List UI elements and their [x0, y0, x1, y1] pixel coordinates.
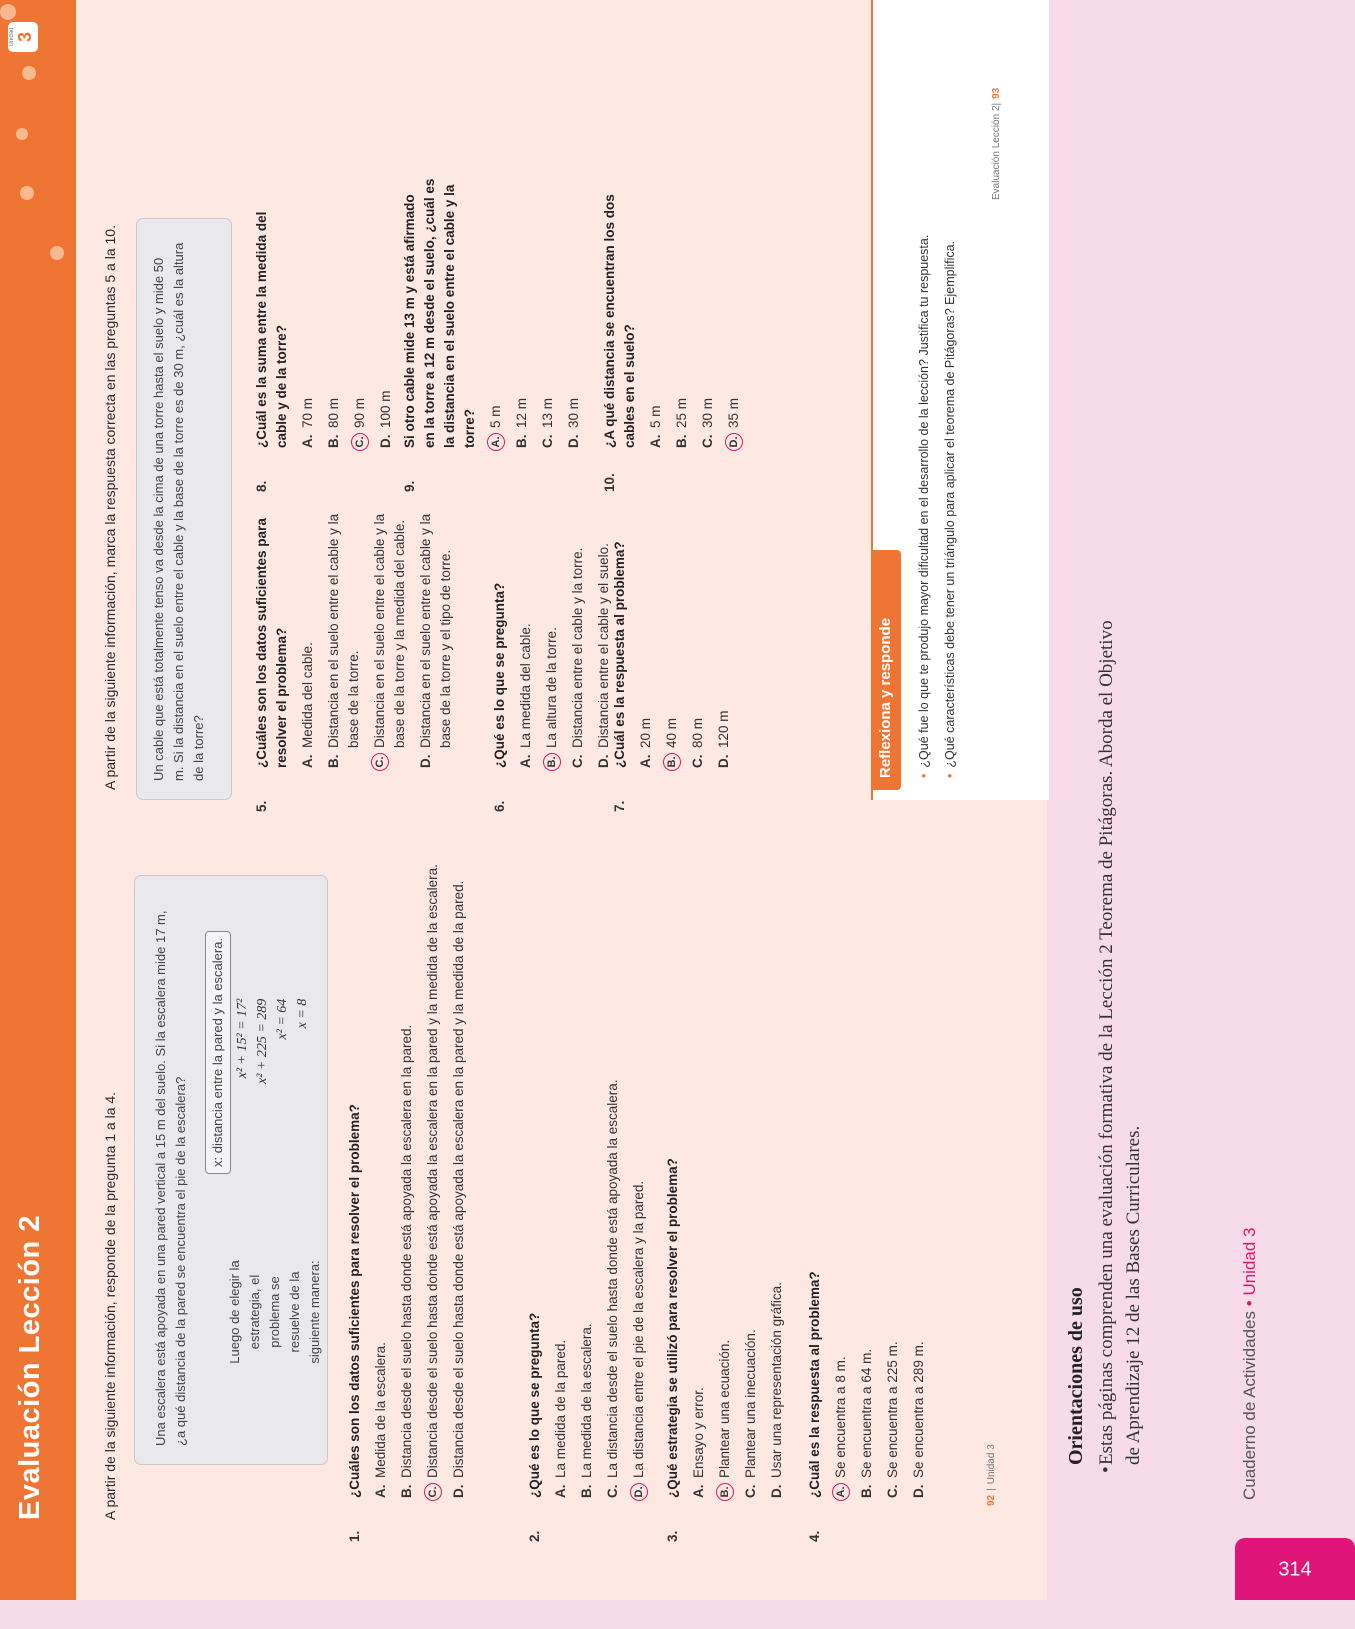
option-letter: D.	[911, 1484, 926, 1498]
question-text: ¿Qué es lo que se pregunta?	[492, 582, 507, 768]
equation-1: x² + 15² = 17²	[235, 998, 250, 1079]
option-text: 13 m	[540, 397, 555, 428]
question-text: ¿Qué estrategia se utilizó para resolver el problema?	[665, 1158, 680, 1498]
question-text: ¿Cuáles son los datos suficientes para resolver el problema?	[347, 1104, 362, 1498]
option-text: Distancia en el suelo entre el cable y la base de la torre y la medida del cable.	[372, 513, 407, 748]
option-text: Plantear una inecuación.	[743, 1329, 758, 1478]
option-text: 30 m	[566, 397, 581, 428]
option-text: La distancia entre el pie de la escalera y la pared.	[631, 1180, 646, 1478]
option-letter: B.	[399, 1484, 414, 1498]
option-text: Distancia entre el cable y el suelo.	[596, 543, 611, 748]
option-letter: D.	[451, 1484, 466, 1498]
instruction-5-10: A partir de la siguiente información, marca la respuesta correcta en las preguntas 5 a la 10.	[102, 225, 118, 790]
question-number: 8.	[254, 480, 269, 492]
option-letter: B.	[859, 1484, 874, 1498]
option-text: Se encuentra a 8 m.	[833, 1356, 848, 1478]
option-text: Plantear una ecuación.	[717, 1339, 732, 1478]
footer-book	[1240, 1227, 1260, 1500]
option-letter: C.	[743, 1484, 758, 1498]
option-letter: C.	[605, 1484, 620, 1498]
option-letter: D.	[716, 754, 731, 768]
option-letter: A.	[832, 1483, 850, 1501]
option-letter: A.	[300, 754, 315, 768]
option-letter: B.	[326, 434, 341, 448]
folio-92: 92|Unidad 3	[986, 1444, 997, 1506]
option-text: Distancia desde el suelo hasta donde está apoyada la escalera en la pared y la medida de la pared.	[451, 880, 466, 1478]
option-letter: C.	[424, 1483, 442, 1501]
option-text: La medida de la escalera.	[579, 1323, 594, 1478]
option-letter: D.	[630, 1483, 648, 1501]
reflection-title: Reflexiona y responde	[871, 550, 901, 790]
variable-definition: x: distancia entre la pared y la escalera.	[205, 931, 231, 1174]
option-letter: A.	[300, 434, 315, 448]
ladder-problem-text: Una escalera está apoyada en una pared vertical a 15 m del suelo. Si la escalera mide 17 m, ¿a qué distancia de la pared se encuentra el pie de la escalera?	[153, 910, 188, 1446]
option-text: Ensayo y error.	[691, 1387, 706, 1478]
option-text: 80 m	[690, 717, 705, 748]
folio-text: Evaluación Lección 2	[991, 105, 1002, 200]
option-text: 35 m	[726, 397, 741, 428]
question-text: ¿Cuál es la suma entre la medida del cable y de la torre?	[254, 211, 289, 448]
page-title: Evaluación Lección 2	[14, 1215, 46, 1520]
page-number: 314	[1278, 1558, 1312, 1580]
option-text: 70 m	[300, 397, 315, 428]
option-text: Medida del cable.	[300, 642, 315, 748]
footer-book-title: Cuaderno de Actividades	[1240, 1310, 1259, 1500]
option-letter: A.	[373, 1484, 388, 1498]
question-number: 10.	[602, 473, 617, 492]
option-letter: B.	[663, 753, 681, 771]
question-number: 3.	[665, 1530, 680, 1542]
option-letter: B.	[716, 1483, 734, 1501]
option-letter: A.	[648, 434, 663, 448]
option-letter: B.	[326, 754, 341, 768]
equation-2: x² + 225 = 289	[255, 998, 270, 1084]
orientaciones-text: • Estas páginas comprenden una evaluación formativa de la Lección 2 Teorema de Pitágoras. Aborda el Objetivo de Aprendizaje 12 de las Bases Curriculares.	[1093, 605, 1147, 1465]
option-letter: C.	[885, 1484, 900, 1498]
option-letter: A.	[638, 754, 653, 768]
question-number: 2.	[527, 1530, 542, 1542]
question-text: Si otro cable mide 13 m y está afirmado en la torre a 12 m desde el suelo, ¿cuál es la distancia en el suelo entre el cable y la torre?	[402, 178, 477, 448]
option-letter: C.	[351, 433, 369, 451]
cable-problem-text: Un cable que está totalmente tenso va desde la cima de una torre hasta el suelo y mide 50 m. Si la distancia en el suelo entre el cable y la base de la torre es de 30 m, ¿cuál es la altura de la torre?	[151, 242, 206, 781]
option-text: Se encuentra a 64 m.	[859, 1348, 874, 1478]
question-number: 5.	[254, 800, 269, 812]
footer-unit: Unidad 3	[1240, 1227, 1259, 1296]
option-letter: D.	[566, 434, 581, 448]
unit-label: Unidad	[9, 27, 15, 47]
equation-4: x = 8	[295, 998, 310, 1029]
orientaciones-heading: Orientaciones de uso	[1065, 1287, 1087, 1465]
folio-text: Unidad 3	[986, 1444, 997, 1485]
reflection-item-1: • ¿Qué fue lo que te produjo mayor dificultad en el desarrollo de la lección? Justifica tu respuesta.	[917, 235, 931, 778]
instruction-1-4: A partir de la siguiente información, responde de la pregunta 1 a la 4.	[102, 1091, 118, 1520]
option-text: Medida de la escalera.	[373, 1342, 388, 1478]
option-letter: D.	[769, 1484, 784, 1498]
option-text: 120 m	[716, 710, 731, 748]
option-text: La medida de la pared.	[553, 1339, 568, 1478]
question-text: ¿Cuál es la respuesta al problema?	[612, 541, 627, 768]
option-text: 5 m	[488, 405, 503, 428]
option-text: 80 m	[326, 397, 341, 428]
option-text: 100 m	[378, 390, 393, 428]
equation-3: x² = 64	[275, 998, 290, 1040]
option-letter: A.	[487, 433, 505, 451]
option-letter: C.	[700, 434, 715, 448]
option-text: Distancia en el suelo entre el cable y la base de la torre.	[326, 513, 361, 748]
option-text: 20 m	[638, 717, 653, 748]
question-number: 6.	[492, 800, 507, 812]
option-letter: C.	[570, 754, 585, 768]
question-text: ¿Cuál es la respuesta al problema?	[807, 1271, 822, 1498]
option-text: La altura de la torre.	[544, 627, 559, 748]
question-text: ¿Qué es lo que se pregunta?	[527, 1312, 542, 1498]
option-text: Distancia en el suelo entre el cable y la base de la torre y el tipo de torre.	[418, 513, 453, 748]
option-text: Se encuentra a 225 m.	[885, 1341, 900, 1478]
strategy-text: Luego de elegir la estrategia, el problema se resuelve de la siguiente manera:	[227, 1260, 322, 1364]
unit-number: 3	[15, 32, 35, 43]
question-text: ¿Cuáles son los datos suficientes para resolver el problema?	[254, 518, 289, 768]
option-text: 90 m	[352, 397, 367, 428]
option-text: 40 m	[664, 717, 679, 748]
option-letter: C.	[371, 753, 389, 771]
option-letter: A.	[691, 1484, 706, 1498]
option-text: Distancia entre el cable y la torre.	[570, 547, 585, 748]
option-letter: D.	[725, 433, 743, 451]
question-number: 7.	[612, 800, 627, 812]
folio-93: Evaluación Lección 2|93	[991, 87, 1002, 200]
option-text: 30 m	[700, 397, 715, 428]
question-number: 9.	[402, 480, 417, 492]
option-text: La medida del cable.	[518, 623, 533, 748]
footer-separator: •	[1240, 1300, 1259, 1307]
reflection-item-2: • ¿Qué características debe tener un triángulo para aplicar el teorema de Pitágoras? Ejemplifica.	[943, 241, 957, 778]
question-number: 4.	[807, 1530, 822, 1542]
option-text: Distancia desde el suelo hasta donde está apoyada la escalera en la pared y la medida de la escalera.	[425, 864, 440, 1478]
option-letter: C.	[540, 434, 555, 448]
folio-number: 92	[986, 1494, 997, 1506]
option-letter: B.	[579, 1484, 594, 1498]
option-text: La distancia desde el suelo hasta donde está apoyada la escalera.	[605, 1079, 620, 1478]
option-text: Distancia desde el suelo hasta donde está apoyada la escalera en la pared.	[399, 1024, 414, 1478]
option-letter: B.	[543, 753, 561, 771]
option-letter: D.	[596, 754, 611, 768]
option-letter: A.	[518, 754, 533, 768]
option-letter: C.	[690, 754, 705, 768]
option-letter: D.	[418, 754, 433, 768]
option-text: Se encuentra a 289 m.	[911, 1341, 926, 1478]
question-text: ¿A qué distancia se encuentran los dos cables en el suelo?	[602, 194, 637, 448]
option-text: 5 m	[648, 405, 663, 428]
option-letter: A.	[553, 1484, 568, 1498]
option-text: 12 m	[514, 397, 529, 428]
folio-number: 93	[991, 87, 1002, 99]
option-letter: D.	[378, 434, 393, 448]
question-number: 1.	[347, 1530, 362, 1542]
option-letter: B.	[674, 434, 689, 448]
option-text: 25 m	[674, 397, 689, 428]
option-letter: B.	[514, 434, 529, 448]
page-number-tab	[1235, 1538, 1355, 1600]
option-text: Usar una representación gráfica.	[769, 1282, 784, 1478]
